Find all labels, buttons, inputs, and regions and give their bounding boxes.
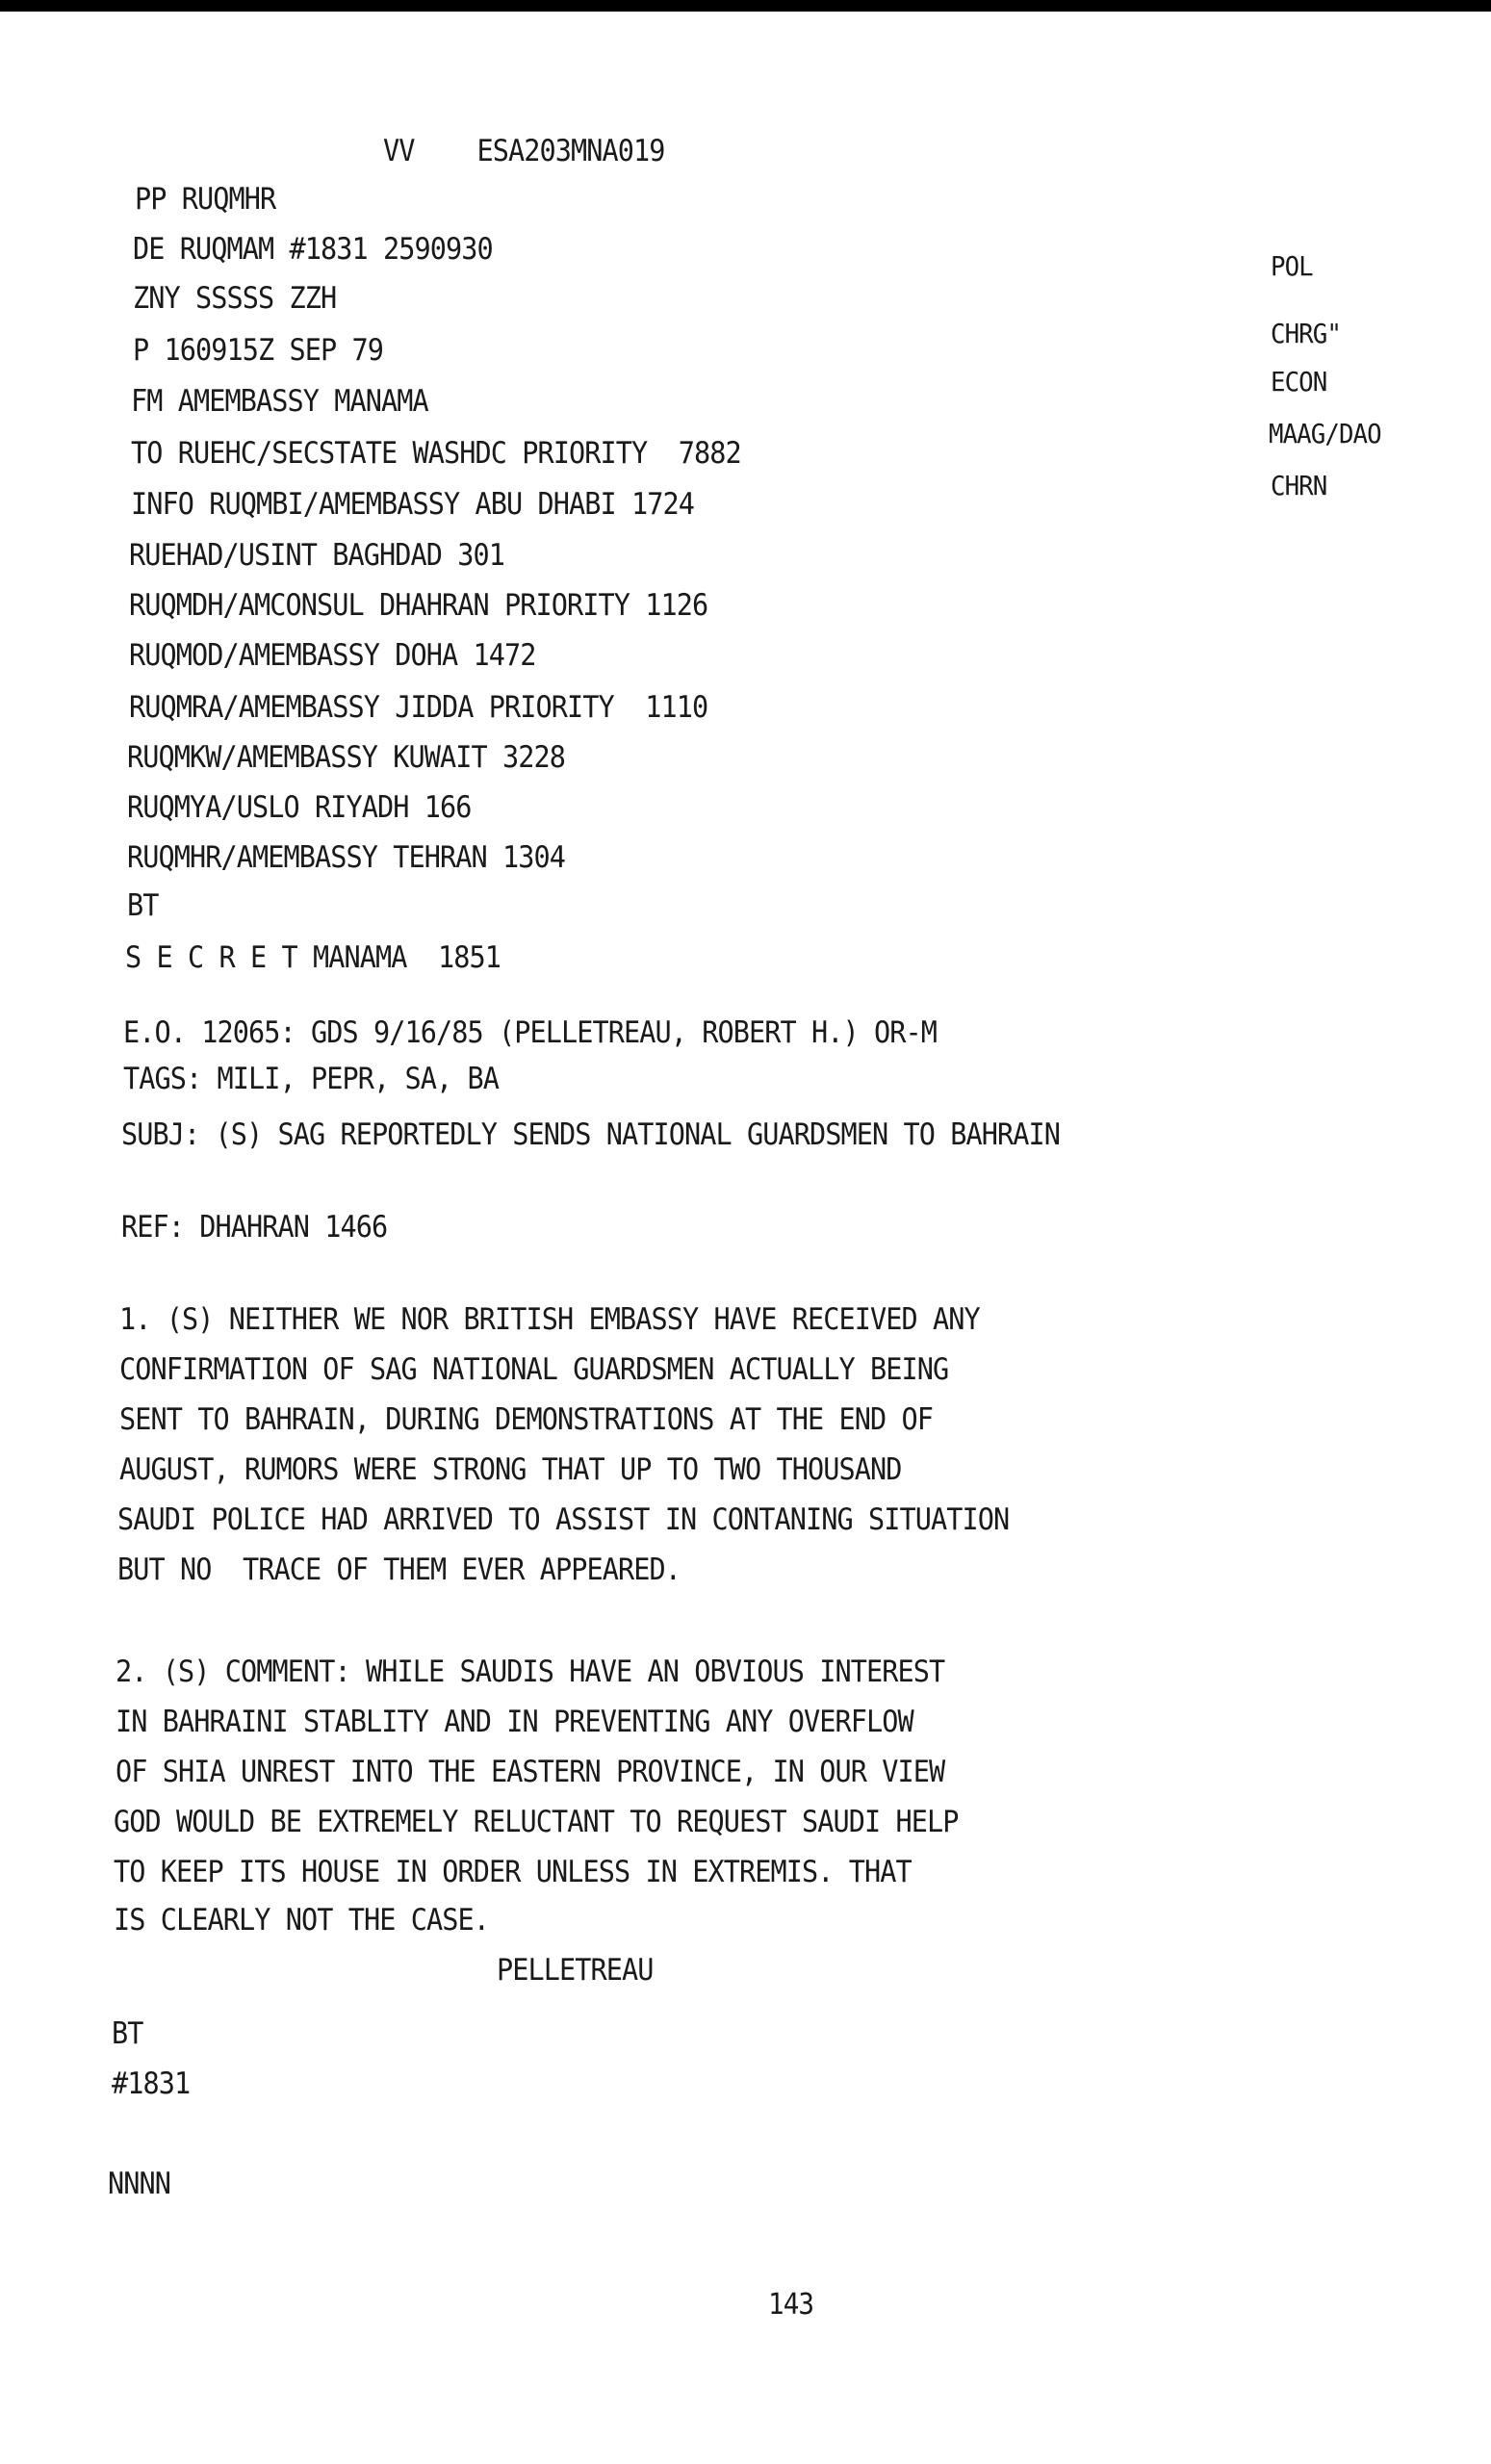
body-line: SENT TO BAHRAIN, DURING DEMONSTRATIONS AT THE END OF	[119, 1402, 934, 1437]
distribution-item: POL	[1271, 250, 1313, 282]
body-line: CONFIRMATION OF SAG NATIONAL GUARDSMEN ACTUALLY BEING	[119, 1352, 949, 1387]
eo-line: E.O. 12065: GDS 9/16/85 (PELLETREAU, ROBERT H.) OR-M	[123, 1015, 938, 1050]
zny-line: ZNY SSSSS ZZH	[133, 281, 337, 316]
info-line: RUQMDH/AMCONSUL DHAHRAN PRIORITY 1126	[129, 588, 708, 623]
body-line: IN BAHRAINI STABLITY AND IN PREVENTING ANY OVERFLOW	[116, 1705, 913, 1739]
top-border	[0, 0, 1491, 12]
body-line: TO KEEP ITS HOUSE IN ORDER UNLESS IN EXTREMIS. THAT	[114, 1855, 912, 1889]
tags-line: TAGS: MILI, PEPR, SA, BA	[123, 1062, 500, 1096]
info-line: RUEHAD/USINT BAGHDAD 301	[129, 538, 505, 573]
distribution-item: CHRN	[1271, 470, 1327, 501]
distribution-item: MAAG/DAO	[1269, 418, 1381, 449]
body-line: IS CLEARLY NOT THE CASE.	[114, 1903, 490, 1938]
info-line: RUQMOD/AMEMBASSY DOHA 1472	[129, 638, 536, 673]
dtg-line: P 160915Z SEP 79	[133, 333, 384, 368]
classification-line: S E C R E T MANAMA 1851	[125, 940, 501, 975]
body-line: 2. (S) COMMENT: WHILE SAUDIS HAVE AN OBVIOUS INTEREST	[116, 1655, 945, 1689]
info-line: RUQMYA/USLO RIYADH 166	[127, 790, 472, 825]
body-line: 1. (S) NEITHER WE NOR BRITISH EMBASSY HAVE RECEIVED ANY	[119, 1302, 980, 1337]
subject-line: SUBJ: (S) SAG REPORTEDLY SENDS NATIONAL GUARDSMEN TO BAHRAIN	[121, 1117, 1061, 1152]
ref-line: REF: DHAHRAN 1466	[121, 1210, 388, 1245]
distribution-item: ECON	[1271, 366, 1327, 398]
message-number: #1831	[112, 2066, 191, 2101]
body-line: BUT NO TRACE OF THEM EVER APPEARED.	[117, 1553, 681, 1587]
routing-line: VV ESA203MNA019	[383, 134, 665, 168]
body-line: OF SHIA UNREST INTO THE EASTERN PROVINCE, IN OUR VIEW	[116, 1755, 945, 1789]
bt-close: BT	[112, 2016, 143, 2051]
signature: PELLETREAU	[497, 1953, 654, 1988]
info-line: RUQMRA/AMEMBASSY JIDDA PRIORITY 1110	[129, 690, 708, 725]
de-line: DE RUQMAM #1831 2590930	[133, 232, 493, 267]
from-line: FM AMEMBASSY MANAMA	[131, 384, 428, 419]
info-line: RUQMHR/AMEMBASSY TEHRAN 1304	[127, 840, 566, 875]
end-of-message: NNNN	[108, 2167, 171, 2201]
bt-open: BT	[127, 888, 159, 923]
info-line: RUQMKW/AMEMBASSY KUWAIT 3228	[127, 740, 566, 775]
to-line: TO RUEHC/SECSTATE WASHDC PRIORITY 7882	[131, 436, 741, 471]
distribution-item: CHRG"	[1271, 318, 1341, 349]
info-line: INFO RUQMBI/AMEMBASSY ABU DHABI 1724	[131, 487, 695, 522]
body-line: SAUDI POLICE HAD ARRIVED TO ASSIST IN CONTANING SITUATION	[117, 1502, 1010, 1537]
page-number: 143	[768, 2288, 814, 2322]
body-line: AUGUST, RUMORS WERE STRONG THAT UP TO TWO THOUSAND	[119, 1452, 902, 1487]
precedence-line: PP RUQMHR	[135, 182, 276, 217]
body-line: GOD WOULD BE EXTREMELY RELUCTANT TO REQUEST SAUDI HELP	[114, 1805, 959, 1839]
